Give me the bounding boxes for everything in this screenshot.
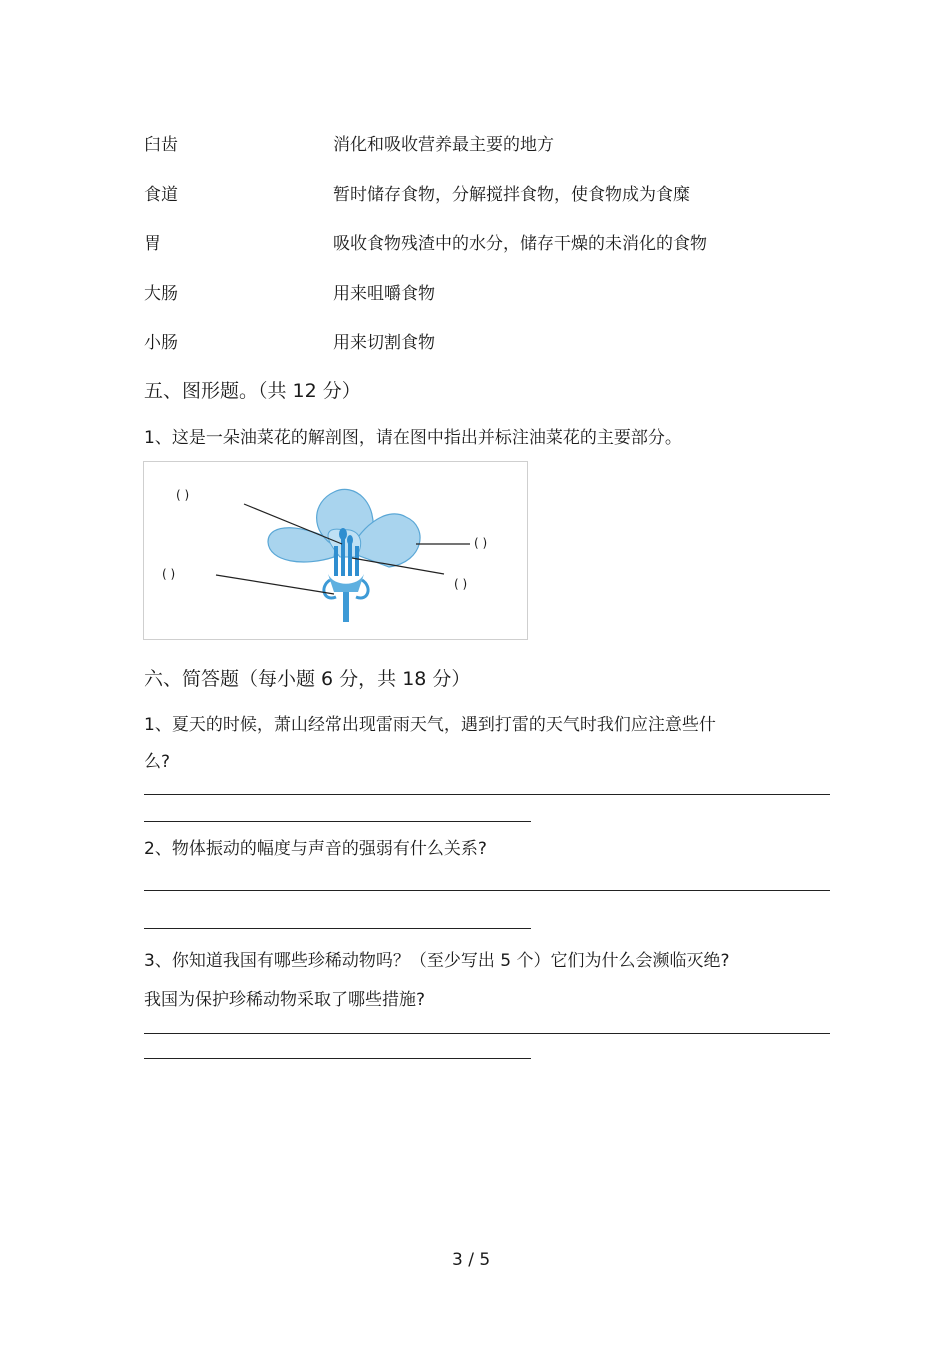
label-blank[interactable]: ( ) — [474, 536, 488, 550]
answer-line[interactable] — [144, 794, 830, 795]
question-text: 我国为保护珍稀动物采取了哪些措施? — [144, 990, 426, 1010]
answer-line[interactable] — [144, 890, 830, 891]
organ-label: 食道 — [144, 185, 178, 205]
organ-label: 小肠 — [144, 333, 178, 353]
organ-label: 大肠 — [144, 284, 178, 304]
question-text: 么? — [144, 752, 171, 772]
label-blank[interactable]: ( ) — [162, 567, 176, 581]
organ-label: 臼齿 — [144, 135, 178, 155]
organ-label: 胃 — [144, 234, 161, 254]
question-text: 1、夏天的时候，萧山经常出现雷雨天气，遇到打雷的天气时我们应注意些什 — [144, 715, 716, 735]
label-blank[interactable]: ( ) — [176, 488, 190, 502]
answer-line[interactable] — [144, 1058, 531, 1059]
section-heading: 五、图形题。（共 12 分） — [144, 380, 361, 402]
flower-diagram — [143, 461, 528, 640]
function-label: 暂时储存食物，分解搅拌食物，使食物成为食糜 — [333, 185, 690, 205]
function-label: 用来切割食物 — [333, 333, 435, 353]
function-label: 用来咀嚼食物 — [333, 284, 435, 304]
answer-line[interactable] — [144, 1033, 830, 1034]
function-label: 吸收食物残渣中的水分，储存干燥的未消化的食物 — [333, 234, 707, 254]
petal-shapes — [268, 489, 420, 622]
question-text: 2、物体振动的幅度与声音的强弱有什么关系? — [144, 839, 487, 859]
question-text: 3、你知道我国有哪些珍稀动物吗？（至少写出 5 个）它们为什么会濒临灭绝? — [144, 951, 730, 971]
function-label: 消化和吸收营养最主要的地方 — [333, 135, 554, 155]
answer-line[interactable] — [144, 928, 531, 929]
question-text: 1、这是一朵油菜花的解剖图，请在图中指出并标注油菜花的主要部分。 — [144, 428, 682, 448]
label-blank[interactable]: ( ) — [454, 577, 468, 591]
section-heading: 六、简答题（每小题 6 分，共 18 分） — [144, 668, 471, 690]
page-number: 3 / 5 — [452, 1250, 491, 1270]
answer-line[interactable] — [144, 821, 531, 822]
